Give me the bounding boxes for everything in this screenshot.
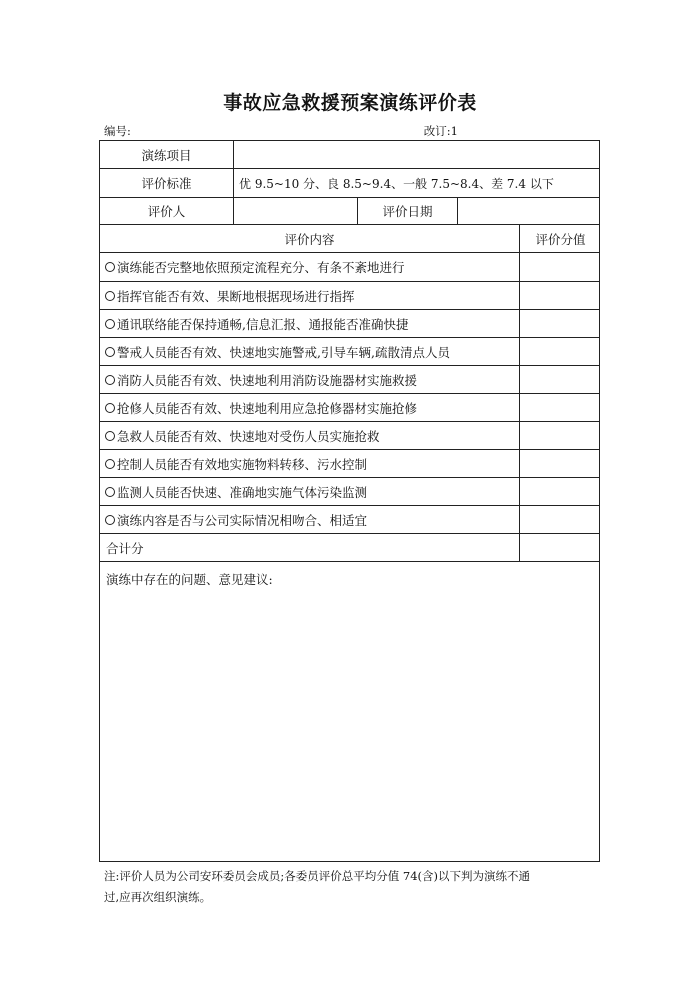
item-text: 通讯联络能否保持通畅,信息汇报、通报能否准确快捷 xyxy=(117,316,409,332)
table-row xyxy=(100,506,599,534)
number-label: 编号: xyxy=(104,124,131,138)
item-cell xyxy=(100,253,519,281)
circle-icon xyxy=(105,515,115,525)
footnote-line-1: 注:评价人员为公司安环委员会成员;各委员评价总平均分值 74(含)以下判为演练不通 xyxy=(104,869,531,883)
total-row xyxy=(100,534,599,562)
circle-icon xyxy=(105,262,115,272)
comments-area[interactable] xyxy=(100,562,599,861)
circle-icon xyxy=(105,347,115,357)
col-content-header: 评价内容 xyxy=(284,231,335,247)
table-row xyxy=(100,478,599,506)
table-row xyxy=(100,310,599,338)
criteria-label: 评价标准 xyxy=(141,176,192,191)
item-cell xyxy=(100,478,519,505)
score-input[interactable] xyxy=(519,310,601,337)
form-title: 事故应急救援预案演练评价表 xyxy=(223,92,477,114)
project-row xyxy=(100,141,599,169)
criteria-value: 优 9.5~10 分、良 8.5~9.4、一般 7.5~8.4、差 7.4 以下 xyxy=(233,169,601,197)
date-label: 评价日期 xyxy=(357,198,457,224)
footnote xyxy=(104,866,602,908)
table-row xyxy=(100,450,599,478)
item-text: 消防人员能否有效、快速地利用消防设施器材实施救援 xyxy=(117,372,418,388)
item-text: 抢修人员能否有效、快速地利用应急抢修器材实施抢修 xyxy=(117,400,418,416)
item-text: 警戒人员能否有效、快速地实施警戒,引导车辆,疏散清点人员 xyxy=(117,344,450,360)
score-input[interactable] xyxy=(519,338,601,365)
circle-icon xyxy=(105,459,115,469)
item-cell xyxy=(100,450,519,477)
table-row xyxy=(100,338,599,366)
item-cell xyxy=(100,338,519,365)
item-text: 指挥官能否有效、果断地根据现场进行指挥 xyxy=(117,288,355,304)
score-input[interactable] xyxy=(519,366,601,393)
score-input[interactable] xyxy=(519,282,601,309)
circle-icon xyxy=(105,487,115,497)
criteria-row xyxy=(100,169,599,198)
revision-label: 改订:1 xyxy=(423,124,458,138)
circle-icon xyxy=(105,291,115,301)
circle-icon xyxy=(105,319,115,329)
circle-icon xyxy=(105,403,115,413)
score-input[interactable] xyxy=(519,253,601,281)
item-text: 控制人员能否有效地实施物料转移、污水控制 xyxy=(117,456,368,472)
table-row xyxy=(100,253,599,282)
item-cell xyxy=(100,282,519,309)
evaluation-table xyxy=(99,140,600,862)
item-cell xyxy=(100,366,519,393)
score-input[interactable] xyxy=(519,478,601,505)
project-label: 演练项目 xyxy=(141,147,192,163)
table-row xyxy=(100,422,599,450)
project-input[interactable] xyxy=(233,141,601,168)
item-cell xyxy=(100,310,519,337)
evaluator-row xyxy=(100,198,599,225)
table-row xyxy=(100,366,599,394)
item-cell xyxy=(100,394,519,421)
comments-label: 演练中存在的问题、意见建议: xyxy=(106,572,273,587)
evaluator-input[interactable] xyxy=(233,198,357,224)
item-cell xyxy=(100,422,519,449)
circle-icon xyxy=(105,375,115,385)
total-label: 合计分 xyxy=(106,540,144,556)
score-input[interactable] xyxy=(519,450,601,477)
item-text: 演练能否完整地依照预定流程充分、有条不紊地进行 xyxy=(117,260,405,275)
footnote-line-2: 过,应再次组织演练。 xyxy=(104,890,212,904)
circle-icon xyxy=(105,431,115,441)
total-score-input[interactable] xyxy=(519,534,601,561)
item-text: 监测人员能否快速、准确地实施气体污染监测 xyxy=(117,484,368,500)
col-score-header: 评价分值 xyxy=(519,225,601,252)
evaluator-label: 评价人 xyxy=(147,204,186,219)
score-input[interactable] xyxy=(519,506,601,533)
item-text: 急救人员能否有效、快速地对受伤人员实施抢救 xyxy=(117,428,380,444)
table-row xyxy=(100,394,599,422)
table-row xyxy=(100,282,599,310)
score-input[interactable] xyxy=(519,394,601,421)
item-text: 演练内容是否与公司实际情况相吻合、相适宜 xyxy=(117,512,368,528)
item-cell xyxy=(100,506,519,533)
columns-header-row xyxy=(100,225,599,253)
score-input[interactable] xyxy=(519,422,601,449)
date-input[interactable] xyxy=(457,198,601,224)
